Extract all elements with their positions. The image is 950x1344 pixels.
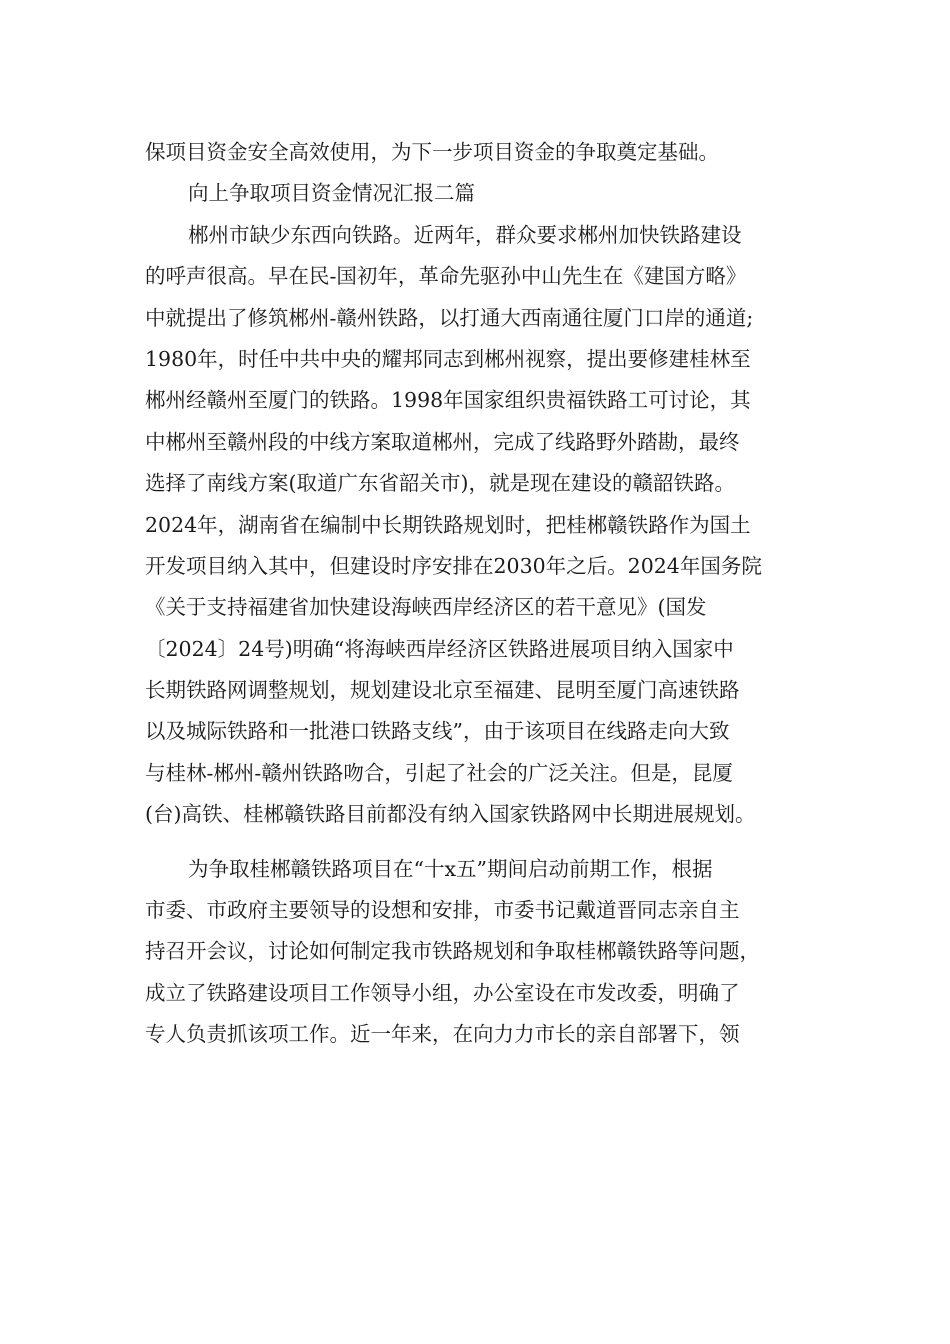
paragraph-line: 中就提出了修筑郴州-赣州铁路，以打通大西南通往厦门口岸的通道; — [145, 305, 754, 330]
section-heading: 向上争取项目资金情况汇报二篇 — [188, 181, 475, 206]
paragraph-line: 专人负责抓该项工作。近一年来，在向力力市长的亲自部署下，领 — [145, 1022, 740, 1047]
paragraph-line: 持召开会议，讨论如何制定我市铁路规划和争取桂郴赣铁路等问题， — [145, 939, 760, 964]
document-body — [145, 132, 815, 1056]
paragraph-line: 的呼声很高。早在民-国初年，革命先驱孙中山先生在《建国方略》 — [145, 264, 747, 289]
paragraph-line: 中郴州至赣州段的中线方案取道郴州，完成了线路野外踏勘，最终 — [145, 429, 740, 454]
paragraph-line: 1980年，时任中共中央的耀邦同志到郴州视察，提出要修建桂林至 — [145, 346, 751, 371]
paragraph-line: 选择了南线方案(取道广东省韶关市)，就是现在建设的赣韶铁路。 — [145, 471, 735, 496]
paragraph-line: (台)高铁、桂郴赣铁路目前都没有纳入国家铁路网中长期进展规划。 — [145, 802, 756, 827]
paragraph-line: 保项目资金安全高效使用，为下一步项目资金的争取奠定基础。 — [145, 140, 719, 164]
paragraph-line: 市委、市政府主要领导的设想和安排，市委书记戴道晋同志亲自主 — [145, 898, 740, 923]
paragraph-line: 开发项目纳入其中，但建设时序安排在2030年之后。2024年国务院 — [145, 553, 762, 578]
paragraph-line: 以及城际铁路和一批港口铁路支线”，由于该项目在线路走向大致 — [145, 719, 730, 744]
paragraph-line: 2024年，湖南省在编制中长期铁路规划时，把桂郴赣铁路作为国土 — [145, 512, 751, 537]
paragraph-line: 与桂林-郴州-赣州铁路吻合，引起了社会的广泛关注。但是，昆厦 — [145, 760, 733, 785]
paragraph-line: 成立了铁路建设项目工作领导小组，办公室设在市发改委，明确了 — [145, 980, 740, 1005]
paragraph-line: 为争取桂郴赣铁路项目在“十x五”期间启动前期工作，根据 — [188, 856, 713, 881]
paragraph-line: 郴州经赣州至厦门的铁路。1998年国家组织贵福铁路工可讨论，其 — [145, 388, 751, 413]
paragraph-line: 郴州市缺少东西向铁路。近两年，群众要求郴州加快铁路建设 — [188, 222, 742, 247]
paragraph-line: 长期铁路网调整规划，规划建设北京至福建、昆明至厦门高速铁路 — [145, 678, 740, 703]
paragraph-line: 《关于支持福建省加快建设海峡西岸经济区的若干意见》(国发 — [145, 595, 707, 620]
paragraph-line: 〔2024〕24号)明确“将海峡西岸经济区铁路进展项目纳入国家中 — [145, 636, 734, 661]
